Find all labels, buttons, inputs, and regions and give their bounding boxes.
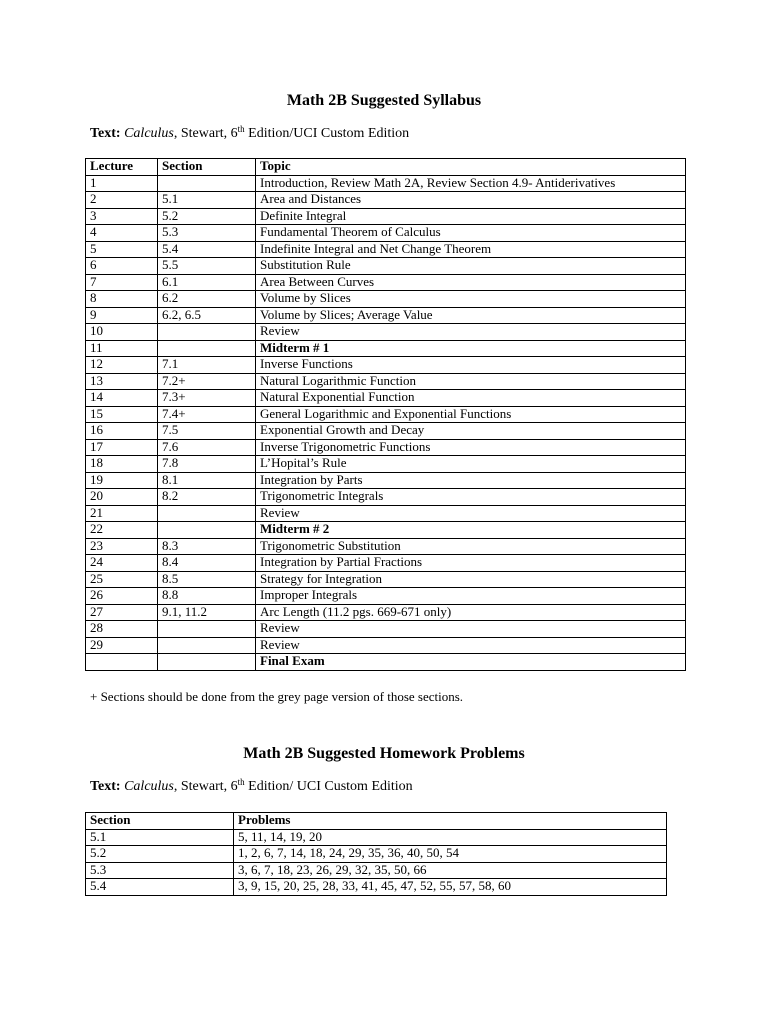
table-row xyxy=(86,274,686,291)
section-cell: 5.1 xyxy=(158,192,256,209)
section-cell xyxy=(158,324,256,341)
table-row xyxy=(86,654,686,671)
topic-cell: Midterm # 2 xyxy=(256,522,686,539)
book-author-edition: , Stewart, 6 xyxy=(173,126,238,141)
table-row xyxy=(86,829,667,846)
table-row xyxy=(86,846,667,863)
topic-cell: Strategy for Integration xyxy=(256,571,686,588)
homework-table xyxy=(85,812,667,896)
table-row xyxy=(86,241,686,258)
table-row xyxy=(86,340,686,357)
section-cell: 8.2 xyxy=(158,489,256,506)
book-title: Calculus xyxy=(124,779,174,794)
topic-cell: Final Exam xyxy=(256,654,686,671)
table-row xyxy=(86,423,686,440)
section-cell: 7.2+ xyxy=(158,373,256,390)
lecture-cell: 29 xyxy=(86,637,158,654)
table-row xyxy=(86,439,686,456)
section-cell: 7.3+ xyxy=(158,390,256,407)
table-row xyxy=(86,472,686,489)
lecture-cell: 5 xyxy=(86,241,158,258)
section-cell: 7.4+ xyxy=(158,406,256,423)
book-edition-suffix: Edition/UCI Custom Edition xyxy=(244,126,410,141)
lecture-cell: 16 xyxy=(86,423,158,440)
lecture-cell: 1 xyxy=(86,175,158,192)
table-row xyxy=(86,390,686,407)
book-title: Calculus xyxy=(124,126,174,141)
section-cell: 8.4 xyxy=(158,555,256,572)
table-row xyxy=(86,879,667,896)
topic-cell: Review xyxy=(256,621,686,638)
topic-cell: Inverse Trigonometric Functions xyxy=(256,439,686,456)
book-edition-suffix: Edition/ UCI Custom Edition xyxy=(244,779,413,794)
section-cell xyxy=(158,175,256,192)
section-cell: 8.3 xyxy=(158,538,256,555)
syllabus-textbook-line xyxy=(90,126,409,142)
topic-cell: Trigonometric Integrals xyxy=(256,489,686,506)
topic-cell: Volume by Slices; Average Value xyxy=(256,307,686,324)
syllabus-footnote: + Sections should be done from the grey page version of those sections. xyxy=(90,689,464,704)
topic-cell: Exponential Growth and Decay xyxy=(256,423,686,440)
topic-cell: Definite Integral xyxy=(256,208,686,225)
table-row xyxy=(86,538,686,555)
table-row xyxy=(86,225,686,242)
table-row xyxy=(86,588,686,605)
section-cell xyxy=(158,654,256,671)
section-cell: 5.4 xyxy=(158,241,256,258)
lecture-cell: 21 xyxy=(86,505,158,522)
table-row xyxy=(86,208,686,225)
topic-cell: Improper Integrals xyxy=(256,588,686,605)
section-cell: 5.3 xyxy=(86,862,234,879)
section-cell: 5.4 xyxy=(86,879,234,896)
homework-header-row xyxy=(86,813,667,830)
topic-cell: Indefinite Integral and Net Change Theorem xyxy=(256,241,686,258)
header-topic: Topic xyxy=(256,159,686,176)
table-row xyxy=(86,489,686,506)
lecture-cell: 10 xyxy=(86,324,158,341)
problems-cell: 1, 2, 6, 7, 14, 18, 24, 29, 35, 36, 40, 50, 54 xyxy=(234,846,667,863)
table-row xyxy=(86,258,686,275)
section-cell: 6.2, 6.5 xyxy=(158,307,256,324)
lecture-cell: 28 xyxy=(86,621,158,638)
lecture-cell: 19 xyxy=(86,472,158,489)
syllabus-title: Math 2B Suggested Syllabus xyxy=(286,92,482,109)
topic-cell: Introduction, Review Math 2A, Review Section 4.9- Antiderivatives xyxy=(256,175,686,192)
topic-cell: Volume by Slices xyxy=(256,291,686,308)
lecture-cell: 22 xyxy=(86,522,158,539)
lecture-cell: 25 xyxy=(86,571,158,588)
syllabus-header-row xyxy=(86,159,686,176)
topic-cell: Review xyxy=(256,324,686,341)
topic-cell: Trigonometric Substitution xyxy=(256,538,686,555)
book-author-edition: , Stewart, 6 xyxy=(173,779,238,794)
lecture-cell: 18 xyxy=(86,456,158,473)
section-cell: 8.1 xyxy=(158,472,256,489)
lecture-cell: 3 xyxy=(86,208,158,225)
section-cell: 8.8 xyxy=(158,588,256,605)
problems-cell: 3, 6, 7, 18, 23, 26, 29, 32, 35, 50, 66 xyxy=(234,862,667,879)
lecture-cell: 26 xyxy=(86,588,158,605)
section-cell: 8.5 xyxy=(158,571,256,588)
section-cell xyxy=(158,522,256,539)
lecture-cell: 11 xyxy=(86,340,158,357)
lecture-cell: 8 xyxy=(86,291,158,308)
section-cell: 5.3 xyxy=(158,225,256,242)
table-row xyxy=(86,291,686,308)
table-row xyxy=(86,406,686,423)
table-row xyxy=(86,307,686,324)
section-cell: 7.5 xyxy=(158,423,256,440)
topic-cell: Integration by Partial Fractions xyxy=(256,555,686,572)
section-cell: 5.1 xyxy=(86,829,234,846)
table-row xyxy=(86,357,686,374)
table-row xyxy=(86,637,686,654)
edition-superscript: th xyxy=(237,124,245,134)
lecture-cell: 2 xyxy=(86,192,158,209)
table-row xyxy=(86,175,686,192)
section-cell: 7.1 xyxy=(158,357,256,374)
section-cell xyxy=(158,505,256,522)
topic-cell: Review xyxy=(256,637,686,654)
table-row xyxy=(86,505,686,522)
topic-cell: L’Hopital’s Rule xyxy=(256,456,686,473)
lecture-cell: 23 xyxy=(86,538,158,555)
text-label: Text: xyxy=(90,779,121,794)
header-problems: Problems xyxy=(234,813,667,830)
lecture-cell xyxy=(86,654,158,671)
section-cell xyxy=(158,637,256,654)
section-cell: 6.1 xyxy=(158,274,256,291)
lecture-cell: 24 xyxy=(86,555,158,572)
section-cell: 7.6 xyxy=(158,439,256,456)
lecture-cell: 12 xyxy=(86,357,158,374)
topic-cell: Area Between Curves xyxy=(256,274,686,291)
table-row xyxy=(86,862,667,879)
problems-cell: 5, 11, 14, 19, 20 xyxy=(234,829,667,846)
topic-cell: Inverse Functions xyxy=(256,357,686,374)
topic-cell: Arc Length (11.2 pgs. 669-671 only) xyxy=(256,604,686,621)
lecture-cell: 13 xyxy=(86,373,158,390)
lecture-cell: 17 xyxy=(86,439,158,456)
topic-cell: Substitution Rule xyxy=(256,258,686,275)
topic-cell: Natural Exponential Function xyxy=(256,390,686,407)
section-cell: 5.2 xyxy=(158,208,256,225)
lecture-cell: 9 xyxy=(86,307,158,324)
problems-cell: 3, 9, 15, 20, 25, 28, 33, 41, 45, 47, 52, 55, 57, 58, 60 xyxy=(234,879,667,896)
syllabus-table xyxy=(85,158,686,671)
topic-cell: General Logarithmic and Exponential Functions xyxy=(256,406,686,423)
header-section: Section xyxy=(86,813,234,830)
table-row xyxy=(86,522,686,539)
table-row xyxy=(86,571,686,588)
header-lecture: Lecture xyxy=(86,159,158,176)
table-row xyxy=(86,604,686,621)
topic-cell: Area and Distances xyxy=(256,192,686,209)
table-row xyxy=(86,324,686,341)
topic-cell: Natural Logarithmic Function xyxy=(256,373,686,390)
lecture-cell: 27 xyxy=(86,604,158,621)
table-row xyxy=(86,373,686,390)
homework-title: Math 2B Suggested Homework Problems xyxy=(243,745,525,762)
section-cell: 5.2 xyxy=(86,846,234,863)
table-row xyxy=(86,621,686,638)
text-label: Text: xyxy=(90,126,121,141)
table-row xyxy=(86,456,686,473)
lecture-cell: 6 xyxy=(86,258,158,275)
section-cell: 9.1, 11.2 xyxy=(158,604,256,621)
section-cell xyxy=(158,621,256,638)
topic-cell: Review xyxy=(256,505,686,522)
edition-superscript: th xyxy=(237,777,245,787)
table-row xyxy=(86,555,686,572)
section-cell xyxy=(158,340,256,357)
topic-cell: Midterm # 1 xyxy=(256,340,686,357)
lecture-cell: 4 xyxy=(86,225,158,242)
lecture-cell: 14 xyxy=(86,390,158,407)
section-cell: 6.2 xyxy=(158,291,256,308)
section-cell: 7.8 xyxy=(158,456,256,473)
topic-cell: Integration by Parts xyxy=(256,472,686,489)
table-row xyxy=(86,192,686,209)
lecture-cell: 20 xyxy=(86,489,158,506)
lecture-cell: 15 xyxy=(86,406,158,423)
lecture-cell: 7 xyxy=(86,274,158,291)
section-cell: 5.5 xyxy=(158,258,256,275)
homework-textbook-line xyxy=(90,779,413,795)
topic-cell: Fundamental Theorem of Calculus xyxy=(256,225,686,242)
header-section: Section xyxy=(158,159,256,176)
